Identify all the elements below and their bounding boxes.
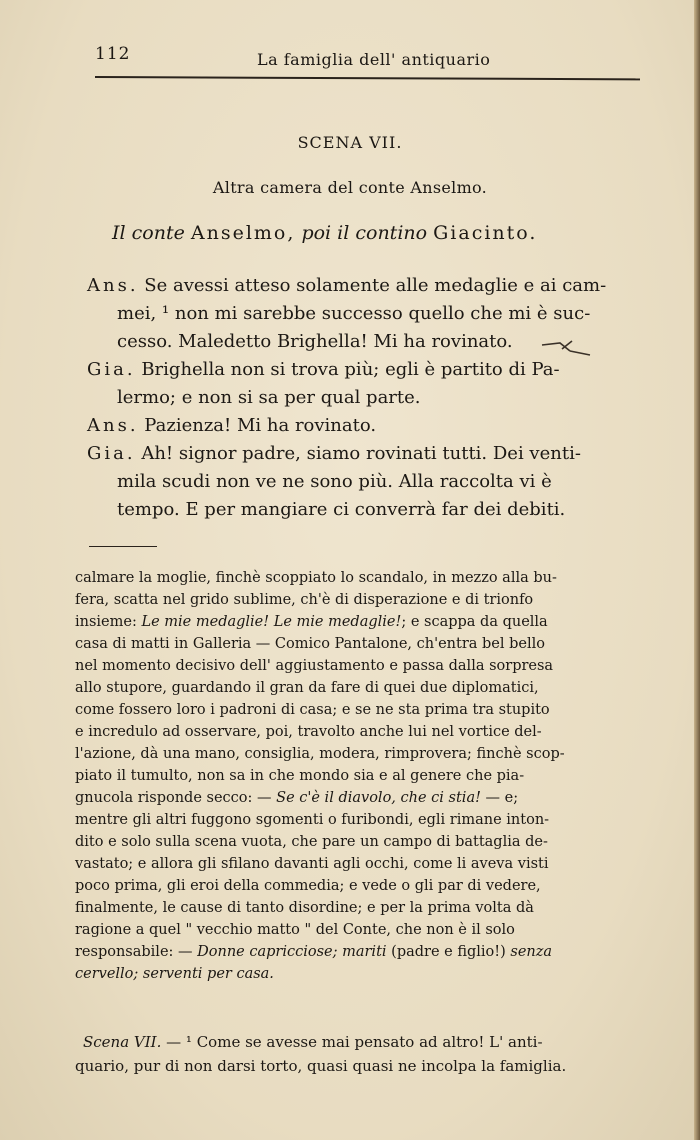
speaker-name: Ans. — [87, 275, 139, 296]
header-rule — [95, 76, 640, 80]
character-giacinto: Giacinto. — [433, 222, 538, 244]
speech-line: cesso. Maledetto Brighella! Mi ha rovinato. — [117, 331, 513, 352]
speech-line — [87, 440, 627, 468]
note-line: poco prima, gli eroi della commedia; e vede o gli par di vedere, — [75, 878, 541, 894]
note-text: gnucola risponde secco: — — [75, 790, 277, 806]
scene-title: SCENA VII. — [297, 133, 403, 152]
speaker-name: Gia. — [87, 359, 136, 380]
note-quote: senza — [510, 944, 553, 960]
speaker-name: Ans. — [87, 415, 139, 436]
speech — [87, 412, 627, 440]
footnote — [75, 1030, 623, 1078]
note-text: responsabile: — — [75, 944, 198, 960]
note-line — [75, 611, 623, 633]
speech-line: mila scudi non ve ne sono più. Alla raccolta vi è — [117, 471, 552, 492]
note-quote: Se c'è il diavolo, che ci stia! — [276, 790, 481, 806]
character-text: Il conte — [112, 222, 185, 244]
speech-line: tempo. E per mangiare ci converrà far dei debiti. — [117, 499, 566, 520]
footnote-line: quario, pur di non darsi torto, quasi quasi ne incolpa la famiglia. — [75, 1057, 567, 1075]
character-list — [112, 222, 537, 244]
character-anselmo: Anselmo, — [190, 222, 296, 244]
speech-text: Brighella non si trova più; egli è partito di Pa- — [141, 359, 560, 380]
note-line: vastato; e allora gli sfilano davanti agli occhi, come li aveva visti — [75, 856, 549, 872]
dialogue — [87, 272, 627, 524]
note-line: fera, scatta nel grido sublime, ch'è di disperazione e di trionfo — [75, 592, 534, 608]
note-line: mentre gli altri fuggono sgomenti o furibondi, egli rimane inton- — [75, 812, 550, 828]
page-edge — [694, 0, 700, 1140]
note-line: cervello; serventi per casa. — [75, 966, 274, 982]
speech — [87, 440, 627, 524]
speech-line: lermo; e non si sa per qual parte. — [117, 387, 421, 408]
note-line: e incredulo ad osservare, poi, travolto anche lui nel vortice del- — [75, 724, 542, 740]
speaker-name: Gia. — [87, 443, 136, 464]
pencil-mark — [540, 335, 600, 365]
note-quote: Le mie medaglie! Le mie medaglie! — [141, 614, 402, 630]
note-text: (padre e figlio!) — [386, 944, 511, 960]
note-line: calmare la moglie, finchè scoppiato lo scandalo, in mezzo alla bu- — [75, 570, 557, 586]
footnote-label: Scena VII. — [83, 1033, 162, 1051]
footnote-rule — [89, 546, 157, 547]
footnote-text: — ¹ Come se avesse mai pensato ad altro! L' anti- — [161, 1033, 543, 1051]
note-line — [75, 787, 623, 809]
note-line: dito e solo sulla scena vuota, che pare un campo di battaglia de- — [75, 834, 548, 850]
footnote-line — [75, 1030, 623, 1054]
note-quote: Donne capricciose; mariti — [197, 944, 387, 960]
note-line: l'azione, dà una mano, consiglia, modera, rimprovera; finchè scop- — [75, 746, 565, 762]
note-line: ragione a quel " vecchio matto " del Conte, che non è il solo — [75, 922, 515, 938]
note-line: piato il tumulto, non sa in che mondo sia e al genere che pia- — [75, 768, 525, 784]
running-title: La famiglia dell' antiquario — [257, 50, 491, 69]
note-line: finalmente, le cause di tanto disordine; e per la prima volta dà — [75, 900, 534, 916]
note-line: nel momento decisivo dell' aggiustamento e passa dalla sorpresa — [75, 658, 554, 674]
speech-text: Ah! signor padre, siamo rovinati tutti. Dei venti- — [141, 443, 581, 464]
scene-setting: Altra camera del conte Anselmo. — [212, 178, 488, 197]
speech-line — [87, 412, 627, 440]
speech-line — [87, 272, 627, 300]
speech-line: mei, ¹ non mi sarebbe successo quello che mi è suc- — [117, 303, 591, 324]
page-header — [95, 44, 640, 84]
page-number: 112 — [95, 44, 131, 64]
commentary-notes — [75, 567, 623, 985]
speech-text: Pazienza! Mi ha rovinato. — [144, 415, 377, 436]
note-text: insieme: — [75, 614, 142, 630]
note-line: casa di matti in Galleria — Comico Pantalone, ch'entra bel bello — [75, 636, 545, 652]
note-text: — e; — [480, 790, 519, 806]
note-line: allo stupore, guardando il gran da fare di quei due diplomatici, — [75, 680, 539, 696]
note-line: come fossero loro i padroni di casa; e se ne sta prima tra stupito — [75, 702, 550, 718]
speech-text: Se avessi atteso solamente alle medaglie e ai cam- — [144, 275, 607, 296]
note-line — [75, 941, 623, 963]
note-text: ; e scappa da quella — [401, 614, 548, 630]
character-text: poi il contino — [301, 222, 428, 244]
